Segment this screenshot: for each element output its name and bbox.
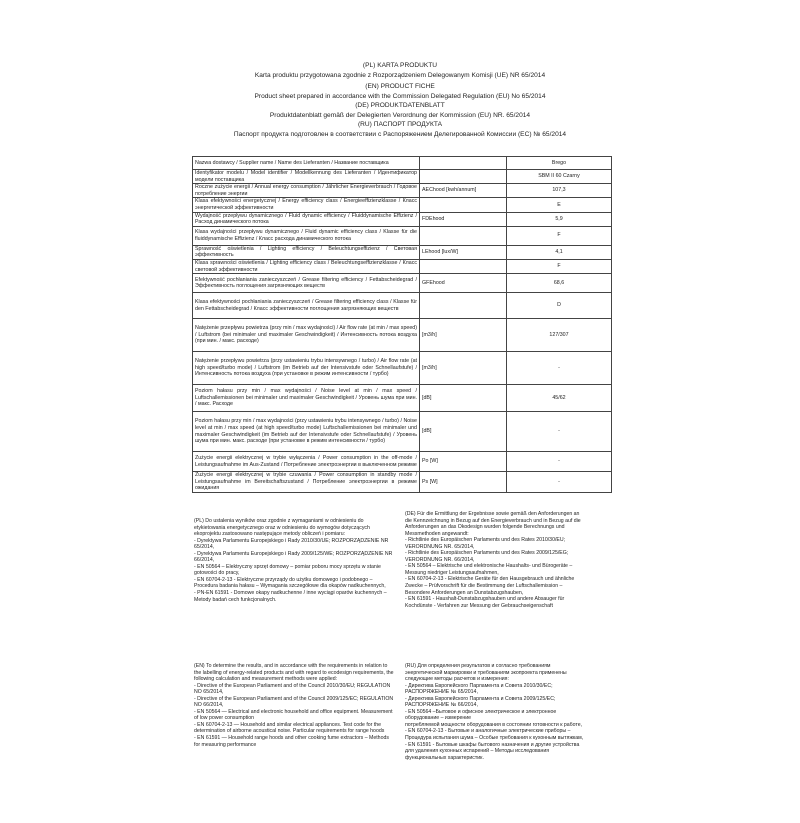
header-subtitle: Produktdatenblatt gemäß der Delegierten Verordnung der Kommission (EU) NR. 65/2014 [269,112,531,119]
parameter-value: 107,3 [507,184,612,198]
note-line: оборудование – измерение [405,715,472,722]
parameter-symbol: [m3/h] [420,352,507,385]
parameter-description: Zużycie energii elektrycznej w trybie czuwania / Power consumption in standby mode / Leistungsaufnahme im Bereitschaftszustand / Потребление электроэнергии в режиме ожидания [193,472,420,493]
parameter-description: Poziom hałasu przy min / max wydajności (przy ustawieniu trybu intensywnego / turbo) / Noise level at min / max speed (at high speed/turbo mode) Luftschallemissionen bei minimaler und maximaler Geschwindigkeit (im Betrieb auf der Intensivstufe oder Schnellaufstufe) / Уровень шума при мин. макс. расходе (при установке в режим интенсивности / турбо) [193,412,420,452]
parameter-value: 127/307 [507,319,612,352]
note-line: 66/2014, [194,557,215,564]
parameter-symbol [420,293,507,319]
note-line: - EN 60704-2-13 - Elektrische Geräte für den Hausgebrauch und ähnliche [405,576,575,583]
note-line: Kochdünste - Verfahren zur Messung der Gebrauchseigenschaft [405,602,553,609]
product-fiche-table [192,156,612,493]
note-line: the labelling of energy-related products and with regard to ecodesign requirements, the [194,669,394,676]
note-line: following calculation and measurement methods were applied: [194,676,338,683]
note-line: - EN 61591 - Haushalt-Dunstabzugshauben und andere Absauger für [405,596,565,603]
note-line: функциональных характеристик. [405,754,484,761]
note-line: VERORDNUNG NR. 66/2014, [405,556,475,563]
note-line: (DE) Für die Ermittlung der Ergebnisse sowie gemäß den Anforderungen an [405,511,580,517]
table-row [193,274,612,293]
note-line: 65/2014, [194,544,215,551]
header-subtitle: Karta produktu przygotowana zgodnie z Rozporządzeniem Delegowanym Komisji (UE) NR 65/2014 [254,72,546,79]
note-line: - EN 60704-2-13 - Elektryczne przyrządy do użytku domowego i podobnego – [194,576,373,583]
parameter-symbol [420,226,507,245]
note-line: of low power consumption [194,715,254,722]
note-line: - Richtlinie des Europäischen Parlaments und des Rates 2009/125/EG; [405,550,569,557]
parameter-value: SBM II 60 Czarny [507,170,612,184]
parameter-description: Nazwa dostawcy / Supplier name / Name des Lieferanten / Название поставщика [193,157,420,170]
parameter-value: - [507,452,612,472]
parameter-description: Efektywność pochłaniania zanieczyszczeń / Grease filtering efficiency / Fettabscheidegrad / Эффективность поглощения загрязняющих веществ [193,274,420,293]
note-line: РАСПОРЯЖЕНИЕ № 66/2014, [405,702,478,709]
parameter-description: Sprawność oświetlenia / Lighting efficiency / Beleuchtungseffizienz / Световая эффективность [193,245,420,259]
parameter-value: - [507,352,612,385]
table-row [193,452,612,472]
table-row [193,170,612,184]
parameter-value: - [507,412,612,452]
parameter-value: 5,9 [507,212,612,226]
note-line: die Kennzeichnung in Bezug auf den Energieverbrauch und in Bezug auf die [405,517,581,524]
parameter-value: 4,1 [507,245,612,259]
note-line: - Директива Европейского Парламента и Совета 2010/30/ЕС; [405,682,553,689]
parameter-symbol: [m3/h] [420,319,507,352]
table-row [193,412,612,452]
note-line: - Directive of the European Parliament and of the Council 2010/30/EU; REGULATION [194,682,391,689]
parameter-value: - [507,472,612,493]
table-row [193,184,612,198]
parameter-symbol: GFEhood [420,274,507,293]
note-line: etykietowania energetycznego oraz w odniesieniu do wymogów dotyczących [194,524,370,531]
table-row [193,157,612,170]
note-line: Процедура испытания шума – Особые требования к кухонным вытяжкам, [405,735,584,742]
note-line: for measuring performance [194,741,257,748]
parameter-symbol: LEhood [lux/W] [420,245,507,259]
parameter-value: F [507,226,612,245]
parameter-value: 45/62 [507,385,612,412]
table-row [193,472,612,493]
note-line: - EN 50564 –Бытовое и офисное электрическое и электронное [405,708,557,715]
parameter-symbol: AEChood [kwh/annum] [420,184,507,198]
note-line: - Директива Европейского Парламента и Совета 2009/125/ЕС; [405,695,556,702]
note-line: следующие методы расчетов и измерения: [405,676,509,683]
note-line: для удаления кухонных испарений – Методы исследования [405,748,550,755]
parameter-description: Klasa efektywności energetycznej / Energy efficiency class / Energieeffizienzklasse / Класс энергетической эффективности [193,198,420,212]
note-line: - EN 60704-2-13 — Household and similar electrical appliances. Test code for the [194,721,382,728]
methods-note-en [194,663,394,748]
parameter-symbol: [dB] [420,385,507,412]
note-line: - PN-EN 61591 - Domowe okapy nadkuchenne / inne wyciągi oparów kuchennych – [194,590,387,597]
table-row [193,352,612,385]
parameter-description: Roczne zużycie energii / Annual energy consumption / Jährlicher Energieverbrauch / Годовое потребление энергии [193,184,420,198]
parameter-symbol: FDEhood [420,212,507,226]
table-row [193,293,612,319]
parameter-description: Klasa sprawności oświetlenia / Lighting efficiency class / Beleuchtungseffizienzklasse / Класс световой эффективности [193,259,420,273]
note-line: - Dyrektywa Parlamentu Europejskiego i Rady 2010/30/UE; ROZPORZĄDZENIE NR [194,537,389,544]
parameter-description: Klasa wydajności przepływu dynamicznego / Fluid dynamic efficiency class / Klasse für die fluiddynamische Effizienz / Класс расхода динамического потока [193,226,420,245]
parameter-value: F [507,259,612,273]
parameter-symbol [420,198,507,212]
note-line: - Dyrektywa Parlamentu Europejskiego i Rady 2009/125/WE; ROZPORZĄDZENIE NR [194,550,393,557]
parameter-symbol [420,157,507,170]
parameter-description: Zużycie energii elektrycznej w trybie wyłączenia / Power consumption in the off-mode / Leistungsaufnahme im Aus-Zustand / Потребление электроэнергии в выключенном режиме [193,452,420,472]
parameter-symbol [420,170,507,184]
table-row [193,212,612,226]
header-title: (PL) KARTA PRODUKTU [362,62,438,69]
parameter-value: Brego [507,157,612,170]
note-line: - EN 61591 — Household range hoods and other cooking fume extractors – Methods [194,735,389,742]
note-line: Procedura badania hałasu – Wymagania szczegółowe dla okapów nadkuchennych, [194,583,386,590]
methods-note-ru [405,663,605,761]
parameter-value: D [507,293,612,319]
methods-note-pl [194,518,394,603]
note-line: Besondere Anforderungen an Dunstabzugshauben, [405,589,524,596]
header-subtitle: Паспорт продукта подготовлен в соответствии с Распоряжением Делегированной Комиссии (ЕС) № 65/2014 [233,131,567,138]
note-line: determination of airborne acoustical noise. Particular requirements for range hoods [194,728,385,735]
parameter-description: Poziom hałasu przy min / max wydajności / Noise level at min / max speed / Luftschallemissionen bei minimaler und maximaler Geschwindigkeit / Уровень шума при мин. / макс. Расходе [193,385,420,412]
note-line: NO 66/2014, [194,702,224,709]
note-line: - EN 50564 – Elektryczny sprzęt domowy – pomiar poboru mocy sprzętu w stanie [194,563,381,570]
table-row [193,259,612,273]
methods-note-de [405,511,605,609]
note-line: gotowości do pracy, [194,570,240,577]
note-line: Messmethoden angewandt: [405,530,469,537]
parameter-value: E [507,198,612,212]
note-line: энергетической маркировки и требованиям экопроекта применены [405,669,567,676]
note-line: - Directive of the European Parliament and of the Council 2009/125/EC; REGULATION [194,695,394,702]
header-title: (RU) ПАСПОРТ ПРОДУКТА [357,121,443,128]
note-line: Zwecke – Prüfvorschrift für die Bestimmung der Luftschallemission – [405,583,563,590]
note-line: ekoprojektu zastosowano następujące metody obliczeń i pomiaru: [194,531,346,538]
table-row [193,198,612,212]
note-line: - EN 50564 — Electrical and electronic household and office equipment. Measurement [194,708,393,715]
table-row [193,319,612,352]
note-line: - Richtlinie des Europäischen Parlaments und des Rates 2010/30/EU; [405,537,566,544]
note-line: (PL) Do ustalenia wyników oraz zgodnie z wymaganiami w odniesieniu do [194,518,364,524]
note-line: Anforderungen an das Ökodesign wurden folgende Berechnungs und [405,524,565,531]
note-line: VERORDNUNG NR. 65/2014, [405,543,475,550]
note-line: - EN 61591 - Бытовые шкафы бытового назначения и другие устройства [405,741,580,748]
note-line: (RU) Для определения результатов и согласно требованиям [405,663,551,669]
note-line: Metody badań cech funkcjonalnych. [194,596,277,603]
table-row [193,226,612,245]
note-line: - EN 50564 – Elektrische und elektronische Haushalts- und Bürogeräte – [405,563,573,570]
parameter-symbol: Ps [W] [420,472,507,493]
note-line: РАСПОРЯЖЕНИЕ № 65/2014, [405,689,478,696]
parameter-description: Klasa efektywności pochłaniania zanieczyszczeń / Grease filtering efficiency class / Klasse für den Fettabscheidegrad / Класс эффективности поглощения загрязняющих веществ [193,293,420,319]
table-row [193,385,612,412]
header-subtitle: Product sheet prepared in accordance with the Commission Delegated Regulation (EU) No 65/2014 [254,93,546,100]
header-title: (DE) PRODUKTDATENBLATT [355,102,445,109]
table-row [193,245,612,259]
parameter-description: Wydajność przepływu dynamicznego / Fluid dynamic efficiency / Fluiddynamische Effizienz / Расход динамического потока [193,212,420,226]
parameter-symbol: Po [W] [420,452,507,472]
parameter-value: 68,6 [507,274,612,293]
parameter-description: Identyfikator modelu / Model identifier / Modellkennung des Lieferanten / Идентификатор модели поставщика [193,170,420,184]
parameter-description: Natężenie przepływu powietrza (przy ustawieniu trybu intensywnego / turbo) / Air flow rate (at high speed/turbo mode) / Luftstrom (im Betrieb auf der Intensivstufe oder Schnellaufstufe) / Интенсивность потока воздуха (при установке в режим интенсивности / турбо) [193,352,420,385]
parameter-symbol [420,259,507,273]
note-line: - EN 60704-2-13 - Бытовые и аналогичные электрические приборы – [405,728,571,735]
header-title: (EN) PRODUCT FICHE [365,83,435,90]
note-line: (EN) To determine the results, and in accordance with the requirements in relation to [194,663,388,669]
parameter-description: Natężenie przepływu powietrza (przy min / max wydajności) / Air flow rate (at min / max speed) / Luftstrom (bei minimaler und maximaler Geschwindigkeit) / Интенсивность потока воздуха (при мин. / макс. расходе) [193,319,420,352]
note-line: Messung niedriger Leistungsaufnahmen, [405,569,499,576]
note-line: потребляемой мощности оборудования в состоянии готовности к работе, [405,721,583,728]
note-line: NO 65/2014, [194,689,224,696]
parameter-symbol: [dB] [420,412,507,452]
